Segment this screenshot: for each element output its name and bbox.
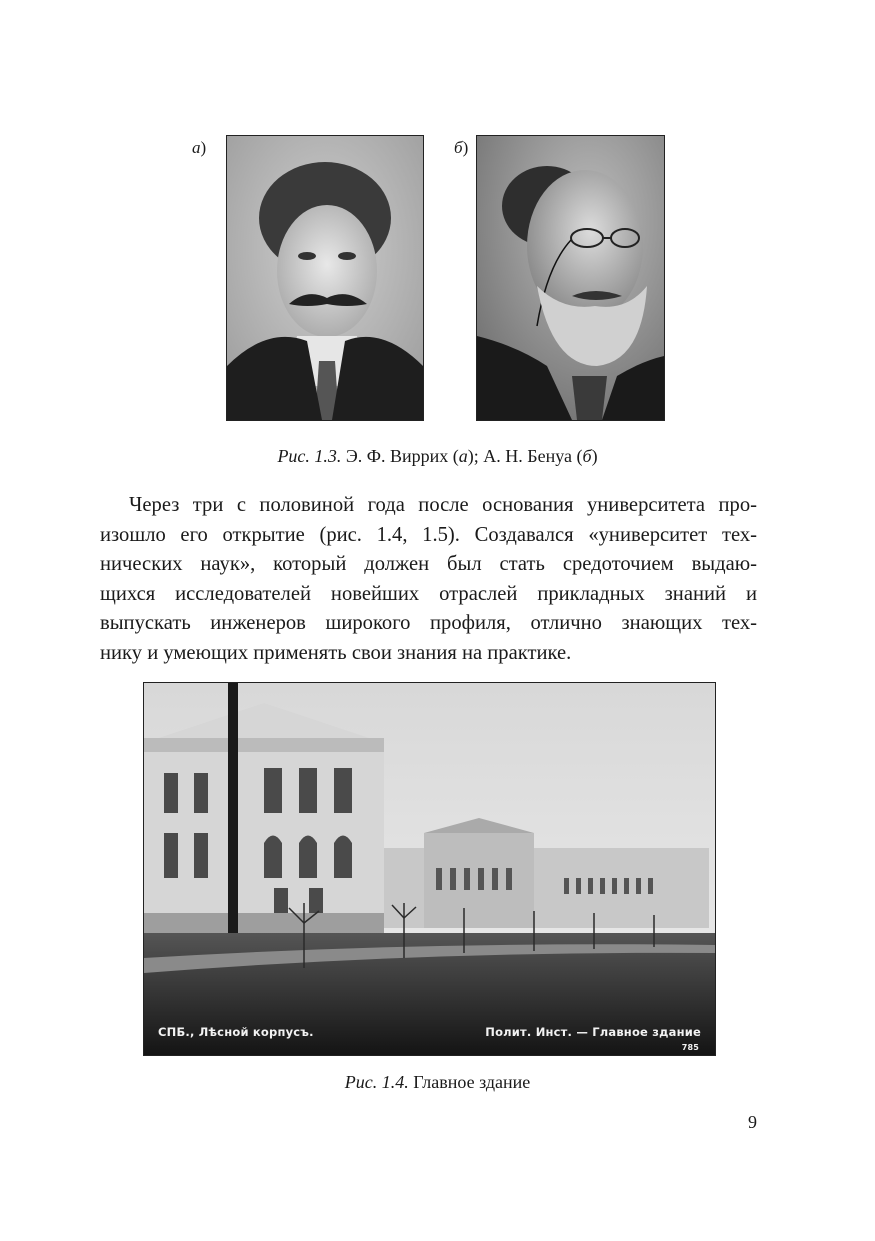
- paragraph-line: выпускать инженеров широкого профиля, отлично знающих тех-: [100, 612, 757, 634]
- figure-1-4-caption: [0, 1072, 875, 1093]
- figure-1-3-number: Рис. 1.3.: [277, 446, 342, 466]
- caption-text-part: Э. Ф. Виррих (: [341, 446, 459, 466]
- subfigure-label-a-letter: а: [192, 138, 201, 157]
- page-number: 9: [748, 1112, 757, 1132]
- portrait-benua: [476, 135, 665, 421]
- subfigure-label-a-paren: ): [200, 138, 207, 157]
- subfigure-label-b-letter: б: [454, 138, 463, 157]
- photo-text-right: Полит. Инст. — Главное здание: [485, 1025, 701, 1039]
- figure-1-4-number: Рис. 1.4.: [344, 1072, 409, 1092]
- figure-1-3-caption: [0, 446, 875, 467]
- caption-text-part: ): [591, 446, 598, 466]
- portrait-virrikh: [226, 135, 424, 421]
- paragraph-line: нику и умеющих применять свои знания на практике.: [100, 641, 572, 664]
- subfigure-label-a: [192, 138, 206, 158]
- body-paragraph: [100, 491, 757, 668]
- portrait-benua-image: [477, 136, 664, 420]
- paragraph-line: изошло его открытие (рис. 1.4, 1.5). Создавался «университет тех-: [100, 523, 757, 546]
- photo-text-left: СПБ., Лѣсной корпусъ.: [158, 1025, 314, 1039]
- main-building-image: [144, 683, 715, 1055]
- paragraph-line: Через три с половиной года после основания университета про-: [129, 494, 757, 516]
- main-building-photo: [143, 682, 716, 1056]
- subfigure-label-b: [454, 138, 468, 158]
- subfigure-label-b-paren: ): [462, 138, 469, 157]
- caption-letter-b: б: [582, 446, 592, 466]
- figure-1-4-caption-text: Главное здание: [408, 1072, 531, 1092]
- caption-text-part: ); А. Н. Бенуа (: [467, 446, 583, 466]
- portrait-virrikh-image: [227, 136, 423, 420]
- photo-number: 785: [681, 1043, 699, 1052]
- paragraph-line: нических наук», который должен был стать средоточием выдаю-: [100, 553, 757, 575]
- paragraph-line: щихся исследователей новейших отраслей прикладных знаний и: [100, 582, 757, 605]
- caption-letter-a: а: [458, 446, 468, 466]
